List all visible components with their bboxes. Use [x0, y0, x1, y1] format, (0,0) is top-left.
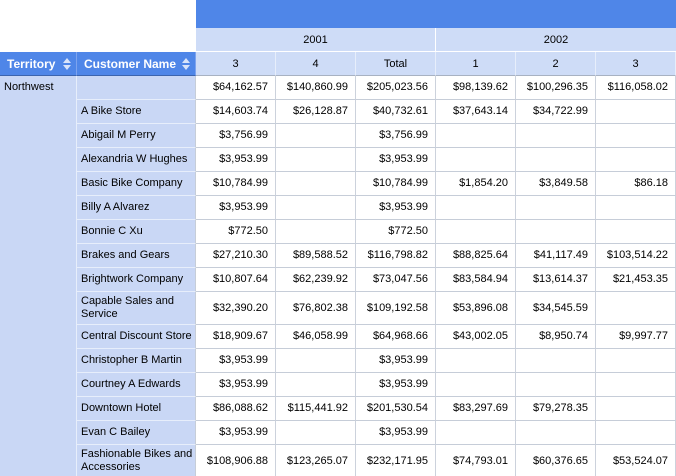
customer-name-cell: Abigail M Perry: [77, 124, 196, 148]
value-cell: $40,732.61: [356, 100, 436, 124]
territory-label: Northwest: [4, 81, 54, 93]
value-cell: $64,162.57: [196, 76, 276, 100]
value-cell: $26,128.87: [276, 100, 356, 124]
customer-header-label: Customer Name: [84, 56, 177, 71]
table-row: [77, 172, 676, 196]
quarter-header-q3-2002: 3: [596, 52, 676, 76]
customer-name-cell: Brakes and Gears: [77, 244, 196, 268]
value-cell: $3,756.99: [196, 124, 276, 148]
value-cell: $3,756.99: [356, 124, 436, 148]
quarter-header-q2-2002: 2: [516, 52, 596, 76]
value-cell: [516, 373, 596, 397]
value-cell: $76,802.38: [276, 292, 356, 325]
sort-up-arrow-icon: [182, 58, 190, 63]
quarter-header-total-2001: Total: [356, 52, 436, 76]
year-header-row: [196, 28, 676, 52]
year-header-2002: 2002: [436, 28, 676, 52]
value-cell: $3,953.99: [356, 373, 436, 397]
value-cell: [596, 349, 676, 373]
sort-down-arrow-icon: [182, 65, 190, 70]
table-row: [77, 76, 676, 100]
territory-group-cell: [0, 76, 77, 476]
value-cell: $115,441.92: [276, 397, 356, 421]
value-cell: $62,239.92: [276, 268, 356, 292]
value-cell: $27,210.30: [196, 244, 276, 268]
value-cell: [276, 421, 356, 445]
value-cell: $232,171.95: [356, 445, 436, 476]
value-cell: $140,860.99: [276, 76, 356, 100]
value-cell: $86,088.62: [196, 397, 276, 421]
value-cell: $43,002.05: [436, 325, 516, 349]
value-cell: $103,514.22: [596, 244, 676, 268]
customer-name-cell: Alexandria W Hughes: [77, 148, 196, 172]
value-cell: [276, 172, 356, 196]
table-row: [77, 148, 676, 172]
value-cell: [516, 220, 596, 244]
customer-name-cell: Downtown Hotel: [77, 397, 196, 421]
table-row: [77, 349, 676, 373]
table-row: [77, 373, 676, 397]
value-cell: $108,906.88: [196, 445, 276, 476]
value-cell: $73,047.56: [356, 268, 436, 292]
value-cell: [596, 292, 676, 325]
customer-name-cell: Bonnie C Xu: [77, 220, 196, 244]
value-cell: [436, 220, 516, 244]
value-cell: $9,997.77: [596, 325, 676, 349]
value-cell: $53,896.08: [436, 292, 516, 325]
value-cell: [436, 196, 516, 220]
sort-icon[interactable]: [63, 58, 71, 70]
value-cell: $88,825.64: [436, 244, 516, 268]
value-cell: $3,953.99: [356, 148, 436, 172]
value-cell: $3,849.58: [516, 172, 596, 196]
customer-name-cell: Christopher B Martin: [77, 349, 196, 373]
value-cell: $205,023.56: [356, 76, 436, 100]
value-cell: $34,545.59: [516, 292, 596, 325]
value-cell: [596, 124, 676, 148]
table-row: [77, 220, 676, 244]
rows-container: [77, 76, 676, 476]
customer-name-cell: Brightwork Company: [77, 268, 196, 292]
value-cell: $116,058.02: [596, 76, 676, 100]
value-cell: [596, 397, 676, 421]
value-cell: $83,297.69: [436, 397, 516, 421]
value-cell: $46,058.99: [276, 325, 356, 349]
value-cell: $13,614.37: [516, 268, 596, 292]
customer-name-cell: Evan C Bailey: [77, 421, 196, 445]
value-cell: $34,722.99: [516, 100, 596, 124]
customer-name-cell: Basic Bike Company: [77, 172, 196, 196]
value-cell: [516, 196, 596, 220]
value-cell: $98,139.62: [436, 76, 516, 100]
customer-name-column-header[interactable]: [77, 52, 196, 76]
value-cell: $3,953.99: [356, 421, 436, 445]
value-cell: [276, 124, 356, 148]
value-cell: [436, 124, 516, 148]
quarter-header-q1-2002: 1: [436, 52, 516, 76]
value-cell: [276, 196, 356, 220]
value-cell: $10,807.64: [196, 268, 276, 292]
table-row: [77, 445, 676, 476]
quarter-header-q4-2001: 4: [276, 52, 356, 76]
sort-down-arrow-icon: [63, 65, 71, 70]
quarter-header-q3-2001: 3: [196, 52, 276, 76]
value-cell: [596, 100, 676, 124]
sort-up-arrow-icon: [63, 58, 71, 63]
value-cell: $32,390.20: [196, 292, 276, 325]
table-row: [77, 124, 676, 148]
value-cell: $60,376.65: [516, 445, 596, 476]
customer-name-cell: A Bike Store: [77, 100, 196, 124]
value-cell: $8,950.74: [516, 325, 596, 349]
table-row: [77, 196, 676, 220]
value-cell: [596, 148, 676, 172]
customer-name-cell: Fashionable Bikes and Accessories: [77, 445, 196, 476]
value-cell: $74,793.01: [436, 445, 516, 476]
value-cell: $10,784.99: [356, 172, 436, 196]
value-cell: $83,584.94: [436, 268, 516, 292]
customer-name-cell: [77, 76, 196, 100]
value-cell: $3,953.99: [356, 349, 436, 373]
value-cell: $21,453.35: [596, 268, 676, 292]
column-header-row: [0, 52, 676, 76]
value-cell: $201,530.54: [356, 397, 436, 421]
value-cell: $3,953.99: [196, 148, 276, 172]
territory-column-header[interactable]: [0, 52, 77, 76]
value-cell: $772.50: [356, 220, 436, 244]
value-cell: $41,117.49: [516, 244, 596, 268]
value-cell: [276, 148, 356, 172]
value-cell: $10,784.99: [196, 172, 276, 196]
value-cell: $37,643.14: [436, 100, 516, 124]
sort-icon[interactable]: [182, 58, 190, 70]
value-cell: [596, 373, 676, 397]
value-cell: $53,524.07: [596, 445, 676, 476]
value-cell: [516, 421, 596, 445]
customer-name-cell: Courtney A Edwards: [77, 373, 196, 397]
value-cell: $116,798.82: [356, 244, 436, 268]
table-row: [77, 397, 676, 421]
territory-header-label: Territory: [7, 56, 56, 71]
value-cell: $79,278.35: [516, 397, 596, 421]
value-cell: [276, 373, 356, 397]
value-cell: $772.50: [196, 220, 276, 244]
value-cell: [516, 124, 596, 148]
value-cell: [516, 349, 596, 373]
column-group-band: [196, 0, 676, 28]
value-cell: [436, 349, 516, 373]
value-cell: $18,909.67: [196, 325, 276, 349]
value-cell: [516, 148, 596, 172]
value-cell: [596, 220, 676, 244]
customer-name-cell: Billy A Alvarez: [77, 196, 196, 220]
table-row: [77, 292, 676, 325]
value-cell: $1,854.20: [436, 172, 516, 196]
year-header-2001: 2001: [196, 28, 436, 52]
value-cell: [276, 349, 356, 373]
value-cell: $3,953.99: [196, 421, 276, 445]
value-cell: $3,953.99: [196, 349, 276, 373]
value-cell: $123,265.07: [276, 445, 356, 476]
value-cell: [596, 196, 676, 220]
table-row: [77, 100, 676, 124]
value-cell: $14,603.74: [196, 100, 276, 124]
value-cell: $86.18: [596, 172, 676, 196]
value-cell: $89,588.52: [276, 244, 356, 268]
value-cell: $109,192.58: [356, 292, 436, 325]
table-row: [77, 421, 676, 445]
customer-name-cell: Central Discount Store: [77, 325, 196, 349]
value-cell: $64,968.66: [356, 325, 436, 349]
table-row: [77, 244, 676, 268]
value-cell: $100,296.35: [516, 76, 596, 100]
value-cell: $3,953.99: [196, 373, 276, 397]
value-cell: $3,953.99: [356, 196, 436, 220]
table-row: [77, 268, 676, 292]
value-cell: [596, 421, 676, 445]
customer-name-cell: Capable Sales and Service: [77, 292, 196, 325]
value-cell: [276, 220, 356, 244]
value-cell: $3,953.99: [196, 196, 276, 220]
value-cell: [436, 421, 516, 445]
value-cell: [436, 148, 516, 172]
value-cell: [436, 373, 516, 397]
table-row: [77, 325, 676, 349]
